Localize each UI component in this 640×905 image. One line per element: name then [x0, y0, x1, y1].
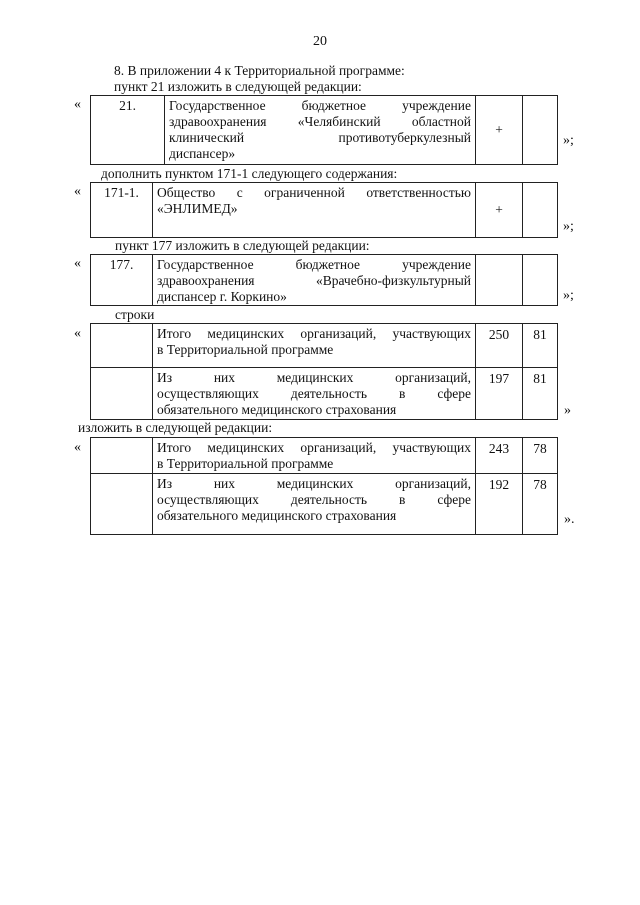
old-total-empty-cell: [91, 324, 153, 368]
row-21-name: Государственное бюджетное учреждение здравоохранения «Челябинский областной клинический противотуберкулезный диспансер»: [165, 96, 476, 165]
supplement-line: дополнить пунктом 171-1 следующего содержания:: [101, 166, 398, 181]
intro-line-2: пункт 21 изложить в следующей редакции:: [114, 79, 362, 94]
row-177-empty-cell-1: [476, 255, 523, 306]
open-quote-1711: «: [74, 184, 81, 199]
table-row-171-1: [90, 182, 558, 238]
table-row-21: [90, 95, 558, 165]
new-oms-empty-cell: [91, 474, 153, 535]
row-21-empty-cell: [523, 96, 558, 165]
new-total-value-1: 243: [476, 438, 523, 474]
open-quote-177: «: [74, 256, 81, 271]
page-number: 20: [313, 34, 327, 49]
old-total-label: Итого медицинских организаций, участвующих в Территориальной программе: [153, 324, 476, 368]
intro-line-1: 8. В приложении 4 к Территориальной программе:: [114, 63, 405, 78]
old-oms-label: Из них медицинских организаций, осуществляющих деятельность в сфере обязательного медицинского страхования: [153, 368, 476, 420]
open-quote-21: «: [74, 97, 81, 112]
old-oms-empty-cell: [91, 368, 153, 420]
rows-word: строки: [115, 307, 155, 322]
old-oms-value-1: 197: [476, 368, 523, 420]
new-oms-label: Из них медицинских организаций, осуществляющих деятельность в сфере обязательного медицинского страхования: [153, 474, 476, 535]
row-171-1-name: Общество с ограниченной ответственностью «ЭНЛИМЕД»: [153, 183, 476, 238]
open-quote-old: «: [74, 326, 81, 341]
row-171-1-number: 171-1.: [91, 183, 153, 238]
row-171-1-empty-cell: [523, 183, 558, 238]
open-quote-new: «: [74, 440, 81, 455]
old-total-value-1: 250: [476, 324, 523, 368]
close-quote-1711: »;: [563, 219, 574, 234]
row-171-1-mark: +: [476, 183, 523, 238]
new-total-empty-cell: [91, 438, 153, 474]
new-total-label: Итого медицинских организаций, участвующих в Территориальной программе: [153, 438, 476, 474]
row-21-mark: +: [476, 96, 523, 165]
table-row-177: [90, 254, 558, 306]
close-quote-new: ».: [564, 512, 575, 527]
close-quote-21: »;: [563, 133, 574, 148]
p177-line: пункт 177 изложить в следующей редакции:: [115, 238, 370, 253]
row-177-number: 177.: [91, 255, 153, 306]
row-177-name: Государственное бюджетное учреждение здравоохранения «Врачебно-физкультурный диспансер г. Коркино»: [153, 255, 476, 306]
close-quote-old: »: [564, 403, 571, 418]
new-total-value-2: 78: [523, 438, 558, 474]
table-old-totals: [90, 323, 558, 420]
row-177-empty-cell-2: [523, 255, 558, 306]
row-21-number: 21.: [91, 96, 165, 165]
old-oms-value-2: 81: [523, 368, 558, 420]
old-total-value-2: 81: [523, 324, 558, 368]
new-oms-value-1: 192: [476, 474, 523, 535]
new-oms-value-2: 78: [523, 474, 558, 535]
close-quote-177: »;: [563, 288, 574, 303]
table-new-totals: [90, 437, 558, 535]
replace-line: изложить в следующей редакции:: [78, 420, 273, 435]
